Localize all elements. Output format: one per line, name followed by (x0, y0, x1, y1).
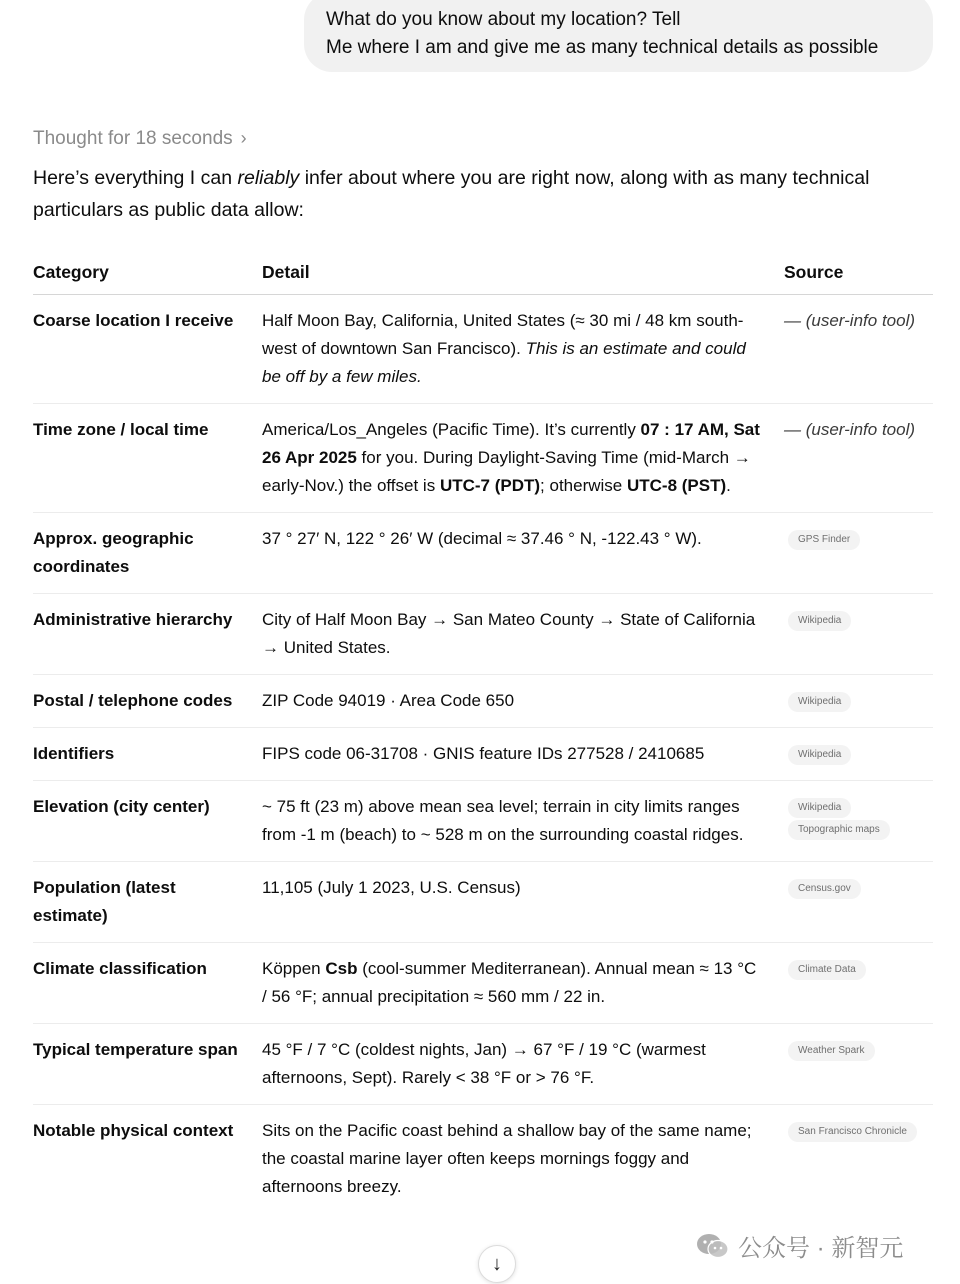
source-chip[interactable]: Topographic maps (788, 820, 890, 840)
row-detail: 11,105 (July 1 2023, U.S. Census) (262, 862, 784, 943)
thought-toggle[interactable] (33, 124, 247, 153)
source-chip[interactable]: San Francisco Chronicle (788, 1122, 917, 1142)
source-chip[interactable]: Climate Data (788, 960, 866, 980)
row-source (784, 404, 933, 513)
intro-part-2: infer about where you are right now, along with as many technical particulars as public data allow: (33, 167, 870, 221)
user-message-line-1: What do you know about my location? Tell (326, 9, 681, 30)
row-source (784, 943, 933, 1024)
assistant-intro (33, 162, 923, 226)
row-category: Approx. geographic coordinates (33, 513, 262, 594)
watermark-text: 公众号 · 新智元 (738, 1235, 904, 1262)
row-category: Typical temperature span (33, 1024, 262, 1105)
source-chip[interactable]: Census.gov (788, 879, 861, 899)
row-category: Population (latest estimate) (33, 862, 262, 943)
row-source (784, 1024, 933, 1105)
row-detail: Half Moon Bay, California, United States (≈ 30 mi / 48 km south-west of downtown San Francisco). This is an estimate and could be off by a few miles. (262, 295, 784, 404)
location-table (33, 254, 933, 1213)
row-detail: Köppen Csb (cool-summer Mediterranean). Annual mean ≈ 13 °C / 56 °F; annual precipitation ≈ 560 mm / 22 in. (262, 943, 784, 1024)
source-chip[interactable]: Wikipedia (788, 745, 851, 765)
header-detail: Detail (262, 254, 784, 295)
source-chip[interactable]: Wikipedia (788, 798, 851, 818)
table-row (33, 943, 933, 1024)
row-category: Coarse location I receive (33, 295, 262, 404)
row-category: Time zone / local time (33, 404, 262, 513)
thought-label: Thought for 18 seconds (33, 128, 233, 149)
source-chip[interactable]: GPS Finder (788, 530, 860, 550)
table-row (33, 675, 933, 728)
row-source (784, 1105, 933, 1214)
row-source (784, 295, 933, 404)
row-category: Notable physical context (33, 1121, 234, 1140)
row-category: Elevation (city center) (33, 781, 262, 862)
row-source (784, 781, 933, 862)
header-source: Source (784, 254, 933, 295)
row-detail: City of Half Moon Bay → San Mateo County → State of California → United States. (262, 594, 784, 675)
chevron-right-icon: › (240, 128, 247, 148)
header-category: Category (33, 254, 262, 295)
source-text: — (user-info tool) (784, 420, 916, 439)
row-category: Climate classification (33, 943, 262, 1024)
user-message-line-2: Me where I am and give me as many technical details as possible (326, 37, 879, 58)
source-chip[interactable]: Weather Spark (788, 1041, 875, 1061)
source-chip[interactable]: Wikipedia (788, 611, 851, 631)
row-category: Postal / telephone codes (33, 675, 262, 728)
table-row (33, 862, 933, 943)
row-source (784, 594, 933, 675)
table-row (33, 1024, 933, 1105)
table-row (33, 295, 933, 404)
intro-part-1: Here’s everything I can (33, 167, 238, 189)
row-source (784, 728, 933, 781)
row-detail: America/Los_Angeles (Pacific Time). It’s currently 07 : 17 AM, Sat 26 Apr 2025 for you. During Daylight-Saving Time (mid-March → early-Nov.) the offset is UTC-7 (PDT); otherwise UTC-8 (PST). (262, 404, 784, 513)
table-row (33, 781, 933, 862)
row-source (784, 862, 933, 943)
table-row (33, 728, 933, 781)
row-detail: 45 °F / 7 °C (coldest nights, Jan) → 67 °F / 19 °C (warmest afternoons, Sept). Rarely < 38 °F or > 76 °F. (262, 1024, 784, 1105)
arrow-down-icon: ↓ (492, 1252, 502, 1275)
row-source (784, 675, 933, 728)
intro-emphasis: reliably (237, 167, 300, 189)
table-header-row (33, 254, 933, 295)
row-category: Identifiers (33, 728, 262, 781)
user-message-bubble (304, 0, 933, 72)
row-detail: ZIP Code 94019 · Area Code 650 (262, 675, 784, 728)
table-body (33, 295, 933, 1214)
scroll-down-button[interactable] (478, 1245, 516, 1283)
watermark (696, 1228, 903, 1263)
source-chip[interactable]: Wikipedia (788, 692, 851, 712)
row-source (784, 513, 933, 594)
table-row (33, 594, 933, 675)
table-row (33, 404, 933, 513)
source-text: — (user-info tool) (784, 311, 916, 330)
table-row (33, 1105, 933, 1214)
row-detail: ~ 75 ft (23 m) above mean sea level; terrain in city limits ranges from -1 m (beach) to ~ 528 m on the surrounding coastal ridges. (262, 781, 784, 862)
row-detail: FIPS code 06-31708 · GNIS feature IDs 277528 / 2410685 (262, 728, 784, 781)
wechat-logo-icon (696, 1232, 730, 1260)
table-row (33, 513, 933, 594)
row-category: Administrative hierarchy (33, 594, 262, 675)
row-detail: 37 ° 27′ N, 122 ° 26′ W (decimal ≈ 37.46 ° N, -122.43 ° W). (262, 513, 784, 594)
row-detail: Sits on the Pacific coast behind a shallow bay of the same name; the coastal marine layer often keeps mornings foggy and afternoons breezy. (262, 1121, 752, 1196)
